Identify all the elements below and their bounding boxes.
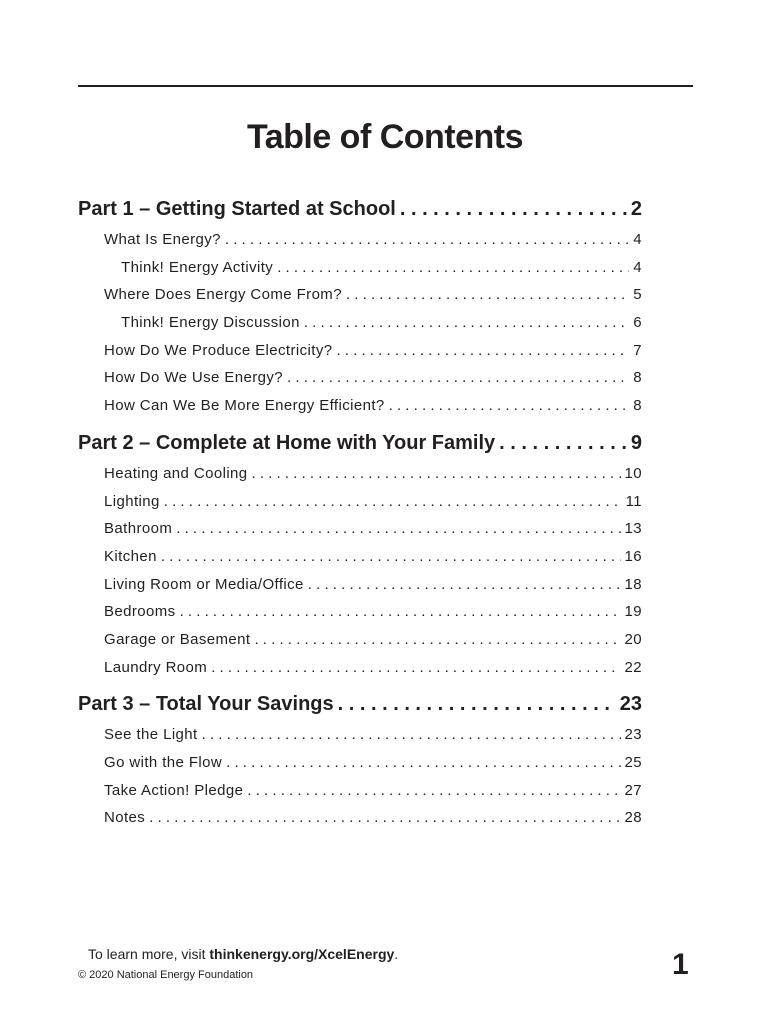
toc-entry[interactable] xyxy=(78,571,642,599)
toc-entry-label: Laundry Room xyxy=(104,658,208,676)
dot-leader xyxy=(176,515,620,543)
learn-more-prefix: To learn more, visit xyxy=(88,946,210,962)
dot-leader xyxy=(225,226,629,254)
dot-leader xyxy=(161,543,621,571)
toc-entry-page: 27 xyxy=(624,781,642,799)
toc-entry-label: Go with the Flow xyxy=(104,754,223,771)
toc-entry[interactable] xyxy=(78,392,642,420)
dot-leader xyxy=(180,598,621,626)
toc-entry-page: 19 xyxy=(624,603,642,621)
page-number: 1 xyxy=(672,948,689,981)
toc-entry-page: 16 xyxy=(624,547,642,565)
toc-entry-label: Kitchen xyxy=(104,547,157,565)
dot-leader xyxy=(400,192,627,226)
toc-entry[interactable] xyxy=(78,777,642,805)
toc-entry-page: 25 xyxy=(624,754,642,771)
toc-entry[interactable] xyxy=(78,626,642,654)
copyright-notice: © 2020 National Energy Foundation xyxy=(78,969,254,981)
toc-entry-page: 5 xyxy=(633,286,642,304)
toc-entry-label: Take Action! Pledge xyxy=(104,781,244,799)
toc-entry-page: 10 xyxy=(624,464,642,482)
toc-entry-page: 23 xyxy=(624,726,642,744)
toc-entry[interactable] xyxy=(78,804,642,832)
toc-part-3[interactable] xyxy=(78,687,642,721)
dot-leader xyxy=(389,392,630,420)
toc-part-page: 2 xyxy=(630,198,642,220)
toc-entry[interactable] xyxy=(78,721,642,749)
toc-entry-label: Notes xyxy=(104,809,146,827)
toc-part-label: Part 3 – Total Your Savings xyxy=(78,693,334,716)
toc-entry-page: 22 xyxy=(624,658,642,676)
toc-entry-page: 18 xyxy=(624,575,642,593)
dot-leader xyxy=(287,364,629,392)
page-title: Table of Contents xyxy=(246,118,524,156)
toc-entry-label: How Can We Be More Energy Efficient? xyxy=(104,397,385,415)
toc-entry-label: Living Room or Media/Office xyxy=(104,575,304,593)
toc-entry-page: 4 xyxy=(633,231,642,248)
dot-leader xyxy=(149,804,620,832)
learn-more-link[interactable]: thinkenergy.org/XcelEnergy xyxy=(209,946,395,962)
toc-part-page: 9 xyxy=(630,431,642,454)
toc-entry[interactable] xyxy=(78,281,642,309)
toc-entry-page: 4 xyxy=(633,258,642,276)
dot-leader xyxy=(252,460,621,488)
toc-entry[interactable] xyxy=(78,515,642,543)
toc-entry-label: How Do We Use Energy? xyxy=(104,369,284,387)
toc-entry-page: 20 xyxy=(624,630,642,648)
toc-entry-label: Heating and Cooling xyxy=(104,464,248,482)
dot-leader xyxy=(304,309,629,337)
dot-leader xyxy=(164,488,622,516)
toc-entry-label: Bedrooms xyxy=(104,603,176,621)
toc-entry-label: Garage or Basement xyxy=(104,630,251,648)
toc-entry[interactable] xyxy=(78,543,642,571)
toc-entry[interactable] xyxy=(78,749,642,777)
dot-leader xyxy=(254,626,620,654)
toc-entry-label: Lighting xyxy=(104,492,160,510)
toc-part-label: Part 1 – Getting Started at School xyxy=(78,198,396,220)
toc-entry-label: Where Does Energy Come From? xyxy=(104,286,342,304)
toc-entry-page: 8 xyxy=(633,369,642,387)
toc-entry[interactable] xyxy=(78,337,642,365)
toc-entry[interactable] xyxy=(78,598,642,626)
dot-leader xyxy=(211,654,620,682)
dot-leader xyxy=(338,687,616,721)
toc-part-label: Part 2 – Complete at Home with Your Family xyxy=(78,431,496,454)
toc-entry[interactable] xyxy=(78,488,642,516)
dot-leader xyxy=(247,777,620,805)
toc-entry[interactable] xyxy=(78,309,642,337)
toc-part-2[interactable] xyxy=(78,426,642,460)
learn-more-suffix: . xyxy=(394,946,399,962)
toc-entry-label: See the Light xyxy=(104,726,198,744)
dot-leader xyxy=(346,281,629,309)
toc-entry[interactable] xyxy=(78,460,642,488)
toc-entry-label: What Is Energy? xyxy=(104,231,221,248)
toc-entry[interactable] xyxy=(78,364,642,392)
toc-entry-page: 28 xyxy=(624,809,642,827)
dot-leader xyxy=(202,721,621,749)
toc-entry-label: Bathroom xyxy=(104,520,173,538)
toc-entry-page: 7 xyxy=(633,341,642,359)
toc-entry[interactable] xyxy=(78,654,642,682)
dot-leader xyxy=(226,749,620,777)
top-rule xyxy=(78,85,693,87)
learn-more-text xyxy=(88,946,398,962)
toc-entry-page: 6 xyxy=(633,314,642,332)
toc-entry-label: Think! Energy Activity xyxy=(121,258,274,276)
toc-part-page: 23 xyxy=(619,693,642,716)
toc-entry-label: Think! Energy Discussion xyxy=(121,314,300,332)
dot-leader xyxy=(336,337,629,365)
toc-entry-page: 11 xyxy=(625,492,642,510)
toc-entry-page: 13 xyxy=(624,520,642,538)
toc-entry-page: 8 xyxy=(633,397,642,415)
toc-part-1[interactable] xyxy=(78,192,642,226)
dot-leader xyxy=(308,571,621,599)
toc-entry[interactable] xyxy=(78,226,642,254)
toc-entry-label: How Do We Produce Electricity? xyxy=(104,341,333,359)
dot-leader xyxy=(499,426,627,460)
table-of-contents xyxy=(78,192,642,832)
toc-entry[interactable] xyxy=(78,254,642,282)
dot-leader xyxy=(277,254,629,282)
